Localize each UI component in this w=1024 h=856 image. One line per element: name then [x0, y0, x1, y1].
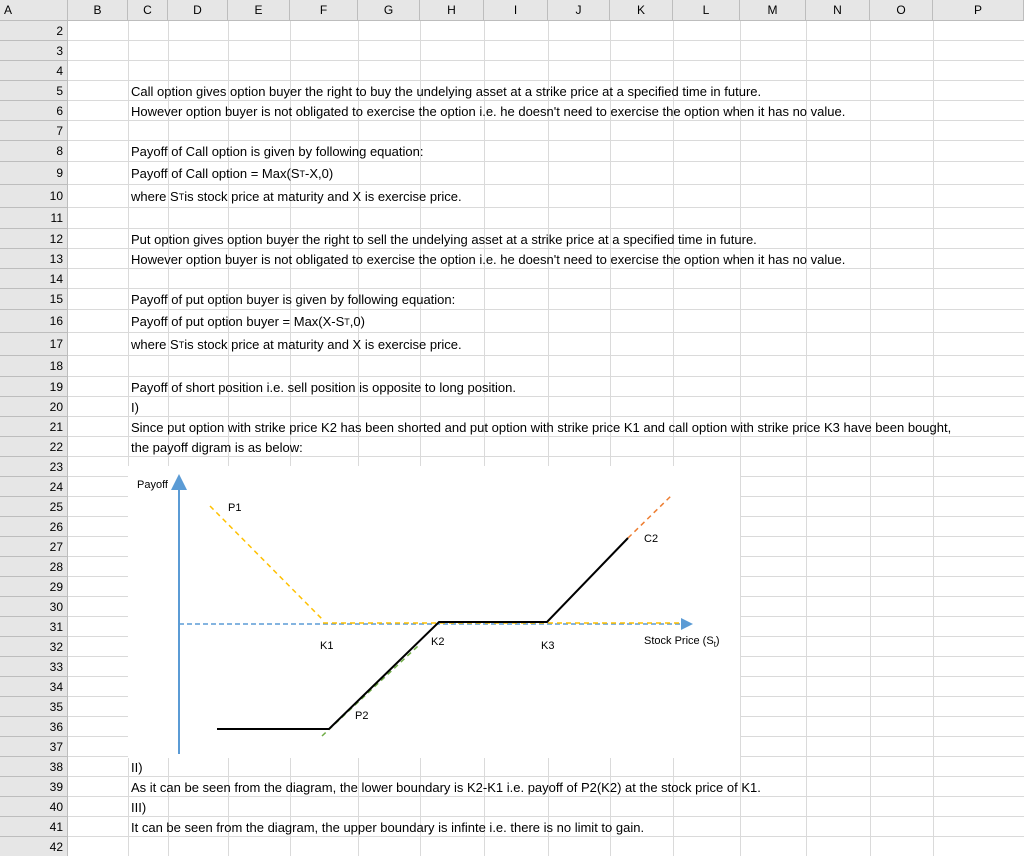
cell-c22[interactable]: the payoff digram is as below:	[131, 439, 303, 455]
row-header[interactable]: 37	[0, 737, 68, 757]
row-header[interactable]: 39	[0, 777, 68, 797]
column-header[interactable]: P	[933, 0, 1024, 21]
row-header[interactable]: 11	[0, 208, 68, 229]
cell-c10-text-end: is stock price at maturity and X is exercise price.	[184, 189, 462, 204]
column-header[interactable]: L	[673, 0, 740, 21]
cell-c9-sub: T	[299, 168, 305, 179]
row-header[interactable]: 4	[0, 61, 68, 81]
cell-c17-text-end: is stock price at maturity and X is exercise price.	[184, 337, 462, 352]
k1-label: K1	[320, 640, 334, 652]
x-axis-label-sub: t	[713, 640, 716, 649]
column-header[interactable]: K	[610, 0, 673, 21]
row-header[interactable]: 26	[0, 517, 68, 537]
grid-row	[68, 837, 1024, 856]
row-header[interactable]: 14	[0, 269, 68, 289]
grid-row	[68, 397, 1024, 417]
row-header[interactable]: 31	[0, 617, 68, 637]
row-header[interactable]: 28	[0, 557, 68, 577]
row-header[interactable]: 40	[0, 797, 68, 817]
cell-c20[interactable]: I)	[131, 399, 139, 415]
grid-row	[68, 61, 1024, 81]
cell-c17-sub: T	[178, 339, 185, 350]
row-header[interactable]: 7	[0, 121, 68, 141]
column-header[interactable]: A	[0, 0, 68, 21]
row-header[interactable]: 36	[0, 717, 68, 737]
grid-column-line	[740, 21, 741, 856]
row-header[interactable]: 21	[0, 417, 68, 437]
column-header[interactable]: B	[68, 0, 128, 21]
row-header[interactable]: 35	[0, 697, 68, 717]
p1-label: P1	[228, 502, 242, 514]
grid-row	[68, 41, 1024, 61]
cell-c9-text-end: -X,0)	[305, 166, 334, 181]
cell-c17-text: where S	[131, 337, 179, 352]
grid-column-line	[933, 21, 934, 856]
column-header[interactable]: I	[484, 0, 548, 21]
column-header[interactable]: M	[740, 0, 806, 21]
cell-c5[interactable]: Call option gives option buyer the right to buy the undelying asset at a strike price at a specified time in future.	[131, 83, 762, 99]
payoff-diagram[interactable]	[128, 466, 740, 758]
cell-c39[interactable]: As it can be seen from the diagram, the lower boundary is K2-K1 i.e. payoff of P2(K2) at the stock price of K1.	[131, 779, 761, 795]
cell-c10-sub: T	[178, 191, 185, 202]
row-header[interactable]: 38	[0, 757, 68, 777]
column-header[interactable]: D	[168, 0, 228, 21]
row-header[interactable]: 5	[0, 81, 68, 101]
row-header[interactable]: 33	[0, 657, 68, 677]
row-header[interactable]: 27	[0, 537, 68, 557]
row-header[interactable]: 29	[0, 577, 68, 597]
cell-c19[interactable]: Payoff of short position i.e. sell position is opposite to long position.	[131, 379, 516, 395]
c2-payoff-line	[628, 494, 673, 538]
cell-c16-text-end: ,0)	[349, 314, 365, 329]
row-header[interactable]: 12	[0, 229, 68, 249]
c2-label: C2	[644, 533, 659, 545]
cell-c9[interactable]	[131, 162, 333, 185]
row-header[interactable]: 13	[0, 249, 68, 269]
column-header[interactable]: H	[420, 0, 484, 21]
row-header[interactable]: 3	[0, 41, 68, 61]
column-header[interactable]: J	[548, 0, 610, 21]
p2-label: P2	[355, 710, 369, 722]
row-header[interactable]: 23	[0, 457, 68, 477]
column-header[interactable]: F	[290, 0, 358, 21]
row-header[interactable]: 2	[0, 21, 68, 41]
cell-c41[interactable]: It can be seen from the diagram, the upper boundary is infinte i.e. there is no limit to gain.	[131, 819, 645, 835]
row-header[interactable]: 9	[0, 162, 68, 185]
row-header[interactable]: 32	[0, 637, 68, 657]
row-header[interactable]: 15	[0, 289, 68, 310]
grid-row	[68, 356, 1024, 377]
column-header[interactable]: N	[806, 0, 870, 21]
row-header[interactable]: 16	[0, 310, 68, 333]
column-header[interactable]: O	[870, 0, 933, 21]
cell-c16-sub: T	[344, 316, 350, 327]
grid-row	[68, 269, 1024, 289]
cell-c10[interactable]	[131, 185, 462, 208]
grid-row	[68, 121, 1024, 141]
cell-c9-text: Payoff of Call option = Max(S	[131, 166, 300, 181]
grid-row	[68, 21, 1024, 41]
k2-label: K2	[431, 636, 445, 648]
x-axis-label-main: Stock Price (S	[644, 635, 714, 647]
column-header[interactable]: E	[228, 0, 290, 21]
combined-payoff-line	[217, 538, 628, 729]
y-axis-label: Payoff	[137, 479, 168, 491]
p1-payoff-line	[210, 506, 323, 620]
x-axis-label	[644, 635, 720, 649]
grid-row	[68, 797, 1024, 817]
row-header[interactable]: 10	[0, 185, 68, 208]
cell-c40[interactable]: III)	[131, 799, 147, 815]
cell-c13[interactable]: However option buyer is not obligated to exercise the option i.e. he doesn't need to exercise the option when it has no value.	[131, 251, 846, 267]
grid-row	[68, 208, 1024, 229]
x-axis-label-end: )	[715, 635, 720, 647]
row-header[interactable]: 34	[0, 677, 68, 697]
row-header[interactable]: 41	[0, 817, 68, 837]
grid-column-line	[870, 21, 871, 856]
row-header[interactable]: 42	[0, 837, 68, 856]
cell-c8[interactable]: Payoff of Call option is given by following equation:	[131, 144, 424, 159]
cell-c16[interactable]	[131, 310, 365, 333]
row-header[interactable]: 18	[0, 356, 68, 377]
cell-c17[interactable]	[131, 333, 462, 356]
cell-c16-text: Payoff of put option buyer = Max(X-S	[131, 314, 345, 329]
row-header[interactable]: 24	[0, 477, 68, 497]
k3-label: K3	[541, 640, 555, 652]
row-header[interactable]: 19	[0, 377, 68, 397]
column-header[interactable]: C	[128, 0, 168, 21]
row-header[interactable]: 20	[0, 397, 68, 417]
cell-c15[interactable]: Payoff of put option buyer is given by following equation:	[131, 292, 456, 307]
row-header[interactable]: 8	[0, 141, 68, 162]
payoff-diagram-svg	[128, 466, 740, 758]
cell-c38[interactable]: II)	[131, 759, 143, 775]
grid-row	[68, 757, 1024, 777]
column-header[interactable]: G	[358, 0, 420, 21]
cell-c21[interactable]: Since put option with strike price K2 has been shorted and put option with strike price K1 and call option with strike price K3 have been bought,	[131, 419, 952, 435]
cell-c10-text: where S	[131, 189, 179, 204]
row-header[interactable]: 22	[0, 437, 68, 457]
row-header[interactable]: 30	[0, 597, 68, 617]
row-header[interactable]: 6	[0, 101, 68, 121]
cell-c6[interactable]: However option buyer is not obligated to exercise the option i.e. he doesn't need to exercise the option when it has no value.	[131, 103, 846, 119]
row-header[interactable]: 17	[0, 333, 68, 356]
row-header[interactable]: 25	[0, 497, 68, 517]
cell-c12[interactable]: Put option gives option buyer the right to sell the undelying asset at a strike price at a specified time in future.	[131, 231, 757, 247]
grid-column-line	[806, 21, 807, 856]
